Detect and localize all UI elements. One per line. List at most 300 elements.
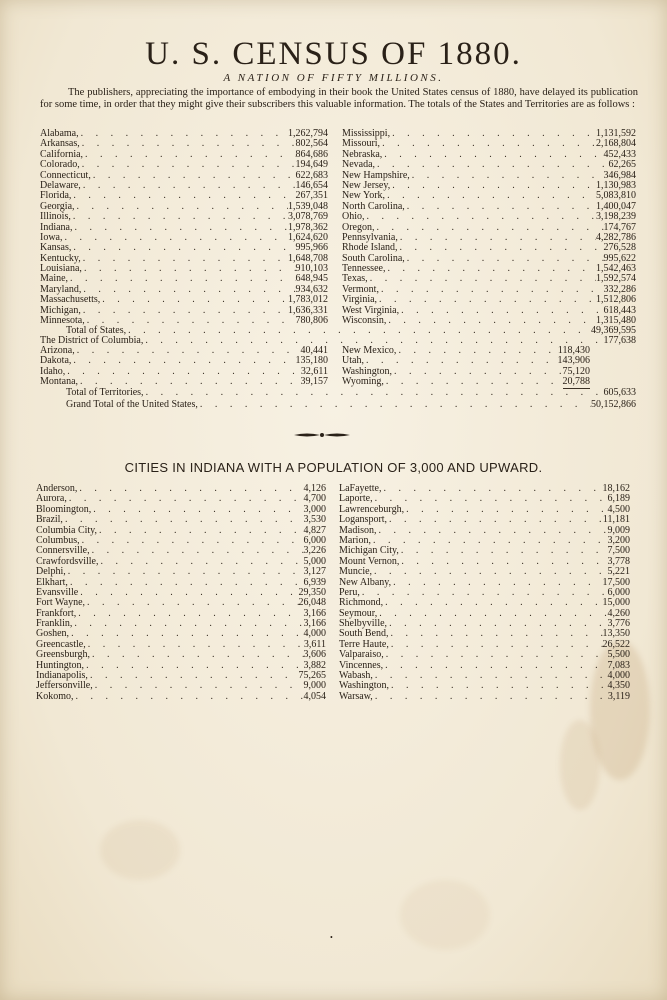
city-row-value: 3,778 — [607, 555, 630, 567]
territory-row-name: Washington, — [342, 365, 393, 377]
leader-dots — [384, 377, 563, 387]
city-row-value: 75,265 — [298, 670, 326, 682]
territory-row-value: 32,611 — [300, 365, 328, 377]
city-row-name: Terre Haute, — [339, 638, 389, 650]
state-row-value: 1,592,574 — [596, 273, 636, 285]
state-row-name: Connecticut, — [40, 169, 91, 181]
state-row — [342, 181, 636, 191]
state-row-value: 1,512,806 — [596, 294, 636, 306]
city-row — [36, 609, 326, 619]
state-row-name: North Carolina, — [342, 200, 405, 212]
city-row-value: 11,181 — [602, 514, 630, 526]
state-row — [342, 129, 636, 139]
leader-dots — [81, 254, 288, 264]
city-row-value: 18,162 — [602, 483, 630, 494]
city-row-name: Columbia City, — [36, 524, 98, 536]
state-row-value: 934,632 — [295, 283, 328, 295]
city-row-name: Shelbyville, — [339, 618, 388, 630]
territory-row-value: 75,120 — [562, 365, 590, 377]
state-row-name: Pennsylvania, — [342, 231, 398, 243]
state-row-name: Missouri, — [342, 138, 381, 150]
leader-dots — [396, 346, 557, 356]
city-row-value: 3,000 — [303, 503, 326, 515]
territories-left-column — [40, 346, 328, 388]
city-row — [339, 484, 630, 494]
leader-dots — [91, 171, 296, 181]
leader-dots — [78, 588, 298, 598]
leader-dots — [72, 619, 303, 629]
leader-dots — [410, 171, 604, 181]
state-row — [40, 139, 328, 149]
leader-dots — [383, 661, 607, 671]
state-row-value: 1,400,047 — [596, 200, 636, 212]
city-row-value: 3,226 — [303, 545, 326, 557]
state-row-name: Wisconsin, — [342, 315, 387, 327]
city-row-name: Greensburgh, — [36, 649, 90, 661]
city-row-value: 26,048 — [298, 597, 326, 609]
state-row-value: 995,622 — [603, 252, 636, 264]
state-row-value: 864,686 — [295, 148, 328, 160]
state-row — [40, 212, 328, 222]
city-row — [339, 692, 630, 702]
state-row-name: South Carolina, — [342, 252, 405, 264]
leader-dots — [69, 629, 303, 639]
city-row-name: Anderson, — [36, 483, 78, 494]
state-row-name: Michigan, — [40, 304, 81, 316]
city-row-name: Muncie, — [339, 566, 373, 578]
state-row-value: 2,168,804 — [596, 138, 636, 150]
city-row — [339, 557, 630, 567]
state-row-value: 332,286 — [603, 283, 636, 295]
state-row — [342, 139, 636, 149]
state-row-name: Iowa, — [40, 231, 63, 243]
leader-dots — [82, 264, 296, 274]
city-row-value: 9,009 — [607, 524, 630, 536]
city-row-value: 4,700 — [303, 493, 326, 505]
territories-right-column — [342, 346, 590, 388]
city-row-value: 4,827 — [303, 524, 326, 536]
total-territories-label: Total of Territories, — [66, 387, 144, 398]
leader-dots — [77, 484, 303, 494]
leader-dots — [390, 129, 596, 139]
city-row-value: 4,260 — [607, 607, 630, 619]
states-right-column — [342, 129, 636, 326]
state-row-value: 802,564 — [295, 138, 328, 150]
territory-row-value: 40,441 — [300, 345, 328, 356]
leader-dots — [392, 367, 562, 377]
state-row-name: Georgia, — [40, 200, 75, 212]
city-row-value: 7,500 — [607, 545, 630, 557]
territory-row — [40, 356, 328, 366]
leader-dots — [373, 692, 608, 702]
territory-row-name: Montana, — [40, 376, 79, 388]
state-row-name: West Virginia, — [342, 304, 400, 316]
city-row-value: 4,500 — [607, 503, 630, 515]
leader-dots — [75, 202, 288, 212]
city-row-name: Marion, — [339, 534, 371, 546]
leader-dots — [85, 598, 298, 608]
city-row-value: 3,776 — [607, 618, 630, 630]
district-label: The District of Columbia, — [40, 335, 144, 346]
state-row — [40, 129, 328, 139]
leader-dots — [375, 160, 608, 170]
city-row-name: LaFayette, — [339, 483, 382, 494]
district-value: 177,638 — [603, 335, 636, 346]
state-row — [40, 191, 328, 201]
state-row-name: Maryland, — [40, 283, 82, 295]
city-row-name: Seymour, — [339, 607, 378, 619]
state-row-value: 910,103 — [295, 263, 328, 275]
total-territories-row — [66, 388, 636, 398]
state-row — [342, 212, 636, 222]
state-row-name: Nevada, — [342, 159, 376, 171]
city-row-value: 3,611 — [303, 638, 326, 650]
leader-dots — [398, 233, 596, 243]
city-row-name: Elkhart, — [36, 576, 68, 588]
leader-dots — [377, 295, 596, 305]
city-row-value: 4,054 — [303, 690, 326, 702]
city-row-name: Warsaw, — [339, 690, 373, 702]
leader-dots — [65, 367, 301, 377]
city-row — [36, 619, 326, 629]
leader-dots — [90, 650, 304, 660]
leader-dots — [390, 181, 596, 191]
city-row-name: Goshen, — [36, 628, 70, 640]
leader-dots — [384, 650, 608, 660]
leader-dots — [71, 356, 295, 366]
state-row-name: Minnesota, — [40, 315, 85, 327]
city-row-value: 6,000 — [303, 534, 326, 546]
state-row-value: 3,198,239 — [596, 211, 636, 223]
city-row-name: Huntington, — [36, 659, 85, 671]
state-row-value: 1,539,048 — [288, 200, 328, 212]
leader-dots — [100, 295, 288, 305]
leader-dots — [387, 515, 603, 525]
leader-dots — [380, 139, 596, 149]
city-row — [36, 567, 326, 577]
city-row — [339, 526, 630, 536]
city-row-name: Evansville — [36, 586, 79, 598]
leader-dots — [364, 356, 558, 366]
leader-dots — [383, 598, 602, 608]
territory-row-value: 143,906 — [557, 355, 590, 367]
city-row-name: Greencastle, — [36, 638, 86, 650]
city-row-name: Valparaiso, — [339, 649, 384, 661]
city-row-name: Indianapolis, — [36, 670, 88, 682]
state-row — [40, 181, 328, 191]
leader-dots — [377, 609, 607, 619]
city-row-name: Crawfordsville, — [36, 555, 99, 567]
state-row — [40, 233, 328, 243]
leader-dots — [71, 212, 288, 222]
state-row-value: 174,767 — [603, 221, 636, 233]
state-row-name: Rhode Island, — [342, 242, 398, 254]
city-row-value: 13,350 — [602, 628, 630, 640]
city-row-name: Columbus, — [36, 534, 80, 546]
city-row-value: 6,939 — [303, 576, 326, 588]
territory-row — [342, 346, 590, 356]
city-row-name: Madison, — [339, 524, 377, 536]
territory-row-value: 20,788 — [562, 376, 590, 388]
territory-row-name: Dakota, — [40, 355, 72, 367]
leader-dots — [404, 505, 607, 515]
leader-dots — [81, 285, 295, 295]
leader-dots — [375, 223, 604, 233]
leader-dots — [405, 202, 596, 212]
state-row-value: 1,978,362 — [288, 221, 328, 233]
leader-dots — [360, 588, 608, 598]
city-row-value: 5,000 — [303, 555, 326, 567]
state-row-name: New Jersey, — [342, 179, 391, 191]
city-row-name: Delphi, — [36, 566, 66, 578]
leader-dots — [389, 681, 607, 691]
state-row-value: 1,783,012 — [288, 294, 328, 306]
state-row-name: Vermont, — [342, 283, 379, 295]
state-row-value: 648,945 — [295, 273, 328, 285]
leader-dots — [68, 578, 304, 588]
state-row-name: Indiana, — [40, 221, 73, 233]
state-row-value: 1,131,592 — [596, 128, 636, 139]
state-row-value: 618,443 — [603, 304, 636, 316]
city-row-name: Mount Vernon, — [339, 555, 400, 567]
state-row-value: 146,654 — [295, 179, 328, 191]
city-row-value: 6,000 — [607, 586, 630, 598]
state-row — [342, 274, 636, 284]
territory-row-name: New Mexico, — [342, 345, 397, 356]
state-row — [40, 150, 328, 160]
state-row-name: California, — [40, 148, 84, 160]
city-row-name: Logansport, — [339, 514, 388, 526]
leader-dots — [75, 346, 301, 356]
leader-dots — [73, 223, 289, 233]
state-row — [40, 264, 328, 274]
state-row-name: Delaware, — [40, 179, 81, 191]
city-row-value: 26,522 — [602, 638, 630, 650]
city-row-name: Jeffersonville, — [36, 680, 93, 692]
state-row-value: 4,282,786 — [596, 231, 636, 243]
state-row — [342, 264, 636, 274]
state-row-value: 5,083,810 — [596, 190, 636, 202]
leader-dots — [381, 484, 602, 494]
state-row-name: New York, — [342, 190, 386, 202]
leader-dots — [76, 609, 303, 619]
leader-dots — [388, 629, 602, 639]
state-row-name: Alabama, — [40, 128, 79, 139]
city-row-value: 4,000 — [303, 628, 326, 640]
city-row-name: Bloomington, — [36, 503, 92, 515]
state-row-value: 62,265 — [608, 159, 636, 171]
page-title: U. S. CENSUS OF 1880. — [145, 36, 522, 72]
city-row-value: 4,126 — [303, 483, 326, 494]
state-row-name: Virginia, — [342, 294, 378, 306]
leader-dots — [399, 306, 603, 316]
state-row-name: New Hampshire, — [342, 169, 410, 181]
city-row — [36, 515, 326, 525]
leader-dots — [63, 233, 289, 243]
city-row-name: Kokomo, — [36, 690, 74, 702]
state-row — [342, 150, 636, 160]
leader-dots — [387, 619, 607, 629]
state-row-name: Nebraska, — [342, 148, 383, 160]
city-row-value: 3,530 — [303, 514, 326, 526]
grand-total-value: 50,152,866 — [591, 399, 636, 410]
city-row-name: Peru, — [339, 586, 360, 598]
territory-row-name: Arizona, — [40, 345, 75, 356]
cities-right-column — [339, 484, 630, 702]
total-states-row — [66, 326, 636, 336]
territory-row — [342, 377, 590, 387]
leader-dots — [80, 160, 296, 170]
leader-dots — [398, 243, 604, 253]
leader-dots — [63, 515, 304, 525]
state-row-value: 995,966 — [295, 242, 328, 254]
city-row — [36, 598, 326, 608]
city-row-value: 29,350 — [298, 586, 326, 598]
leader-dots — [66, 567, 304, 577]
city-row-value: 5,500 — [607, 649, 630, 661]
state-row — [342, 202, 636, 212]
state-row-name: Florida, — [40, 190, 72, 202]
city-row-value: 6,189 — [607, 493, 630, 505]
city-row-name: Lawrenceburgh, — [339, 503, 405, 515]
leader-dots — [377, 526, 608, 536]
leader-dots — [379, 285, 604, 295]
city-row — [36, 692, 326, 702]
state-row-value: 452,433 — [603, 148, 636, 160]
city-row-name: South Bend, — [339, 628, 389, 640]
total-states-value: 49,369,595 — [591, 325, 636, 336]
state-row-value: 346,984 — [603, 169, 636, 181]
leader-dots — [391, 578, 602, 588]
cities-left-column — [36, 484, 326, 702]
state-row-value: 194,649 — [295, 159, 328, 171]
ornament-divider-icon — [292, 429, 352, 441]
city-row-name: Aurora, — [36, 493, 67, 505]
city-row-name: Wabash, — [339, 670, 373, 682]
city-row — [36, 681, 326, 691]
city-row — [339, 515, 630, 525]
state-row-name: Oregon, — [342, 221, 375, 233]
leader-dots — [71, 191, 295, 201]
territory-row — [40, 346, 328, 356]
leader-dots — [399, 557, 607, 567]
leader-dots — [373, 494, 608, 504]
city-row-value: 3,119 — [607, 690, 630, 702]
total-states-label: Total of States, — [66, 325, 127, 336]
state-row-name: Maine, — [40, 273, 69, 285]
leader-dots — [80, 139, 296, 149]
state-row — [342, 306, 636, 316]
state-row-name: Kansas, — [40, 242, 72, 254]
territory-row-name: Wyoming, — [342, 376, 384, 388]
state-row — [40, 202, 328, 212]
state-row-name: Mississippi, — [342, 128, 391, 139]
district-row — [40, 336, 636, 346]
city-row-value: 3,200 — [607, 534, 630, 546]
city-row-value: 4,000 — [607, 670, 630, 682]
state-row — [40, 243, 328, 253]
city-row-name: Fort Wayne, — [36, 597, 86, 609]
city-row — [339, 681, 630, 691]
state-row-name: Tennessee, — [342, 263, 386, 275]
state-row — [40, 295, 328, 305]
city-row — [339, 661, 630, 671]
state-row-value: 1,315,480 — [596, 315, 636, 327]
leader-dots — [97, 526, 303, 536]
leader-dots — [71, 243, 295, 253]
city-row-name: Laporte, — [339, 493, 373, 505]
intro-paragraph: The publishers, appreciating the importance of embodying in their book the United States census of 1880, have delayed its publication for some time, in order that they might give their subscribers this valuable information. The totals of the States and Territories are as follows : — [40, 87, 638, 110]
state-row-value: 1,636,331 — [288, 304, 328, 316]
city-row-name: Frankfort, — [36, 607, 77, 619]
city-row-value: 5,221 — [607, 566, 630, 578]
leader-dots — [365, 212, 597, 222]
state-row-name: Colorado, — [40, 159, 80, 171]
state-row-value: 276,528 — [603, 242, 636, 254]
city-row-value: 7,083 — [607, 659, 630, 671]
territory-row-name: Idaho, — [40, 365, 66, 377]
state-row-value: 1,624,620 — [288, 231, 328, 243]
city-row-name: Brazil, — [36, 514, 63, 526]
city-row — [339, 598, 630, 608]
leader-dots — [405, 254, 604, 264]
leader-dots — [93, 681, 304, 691]
state-row-value: 3,078,769 — [288, 211, 328, 223]
city-row-name: Richmond, — [339, 597, 384, 609]
city-row-value: 17,500 — [602, 576, 630, 588]
city-row — [339, 578, 630, 588]
territory-row-value: 118,430 — [557, 345, 590, 356]
leader-dots — [86, 640, 304, 650]
city-row — [339, 567, 630, 577]
city-row-value: 3,882 — [303, 659, 326, 671]
leader-dots — [81, 181, 296, 191]
state-row-value: 1,542,463 — [596, 263, 636, 275]
state-row-value: 1,648,708 — [288, 252, 328, 264]
state-row — [40, 171, 328, 181]
state-row-value: 267,351 — [295, 190, 328, 202]
leader-dots — [385, 191, 596, 201]
grand-total-row — [66, 400, 636, 410]
city-row-value: 15,000 — [602, 597, 630, 609]
city-row — [36, 484, 326, 494]
leader-dots — [372, 567, 607, 577]
territory-row — [40, 367, 328, 377]
city-row-name: Franklin, — [36, 618, 73, 630]
footer-mark: • — [330, 933, 333, 942]
state-row-value: 780,806 — [295, 315, 328, 327]
city-row-value: 3,166 — [303, 607, 326, 619]
state-row — [40, 254, 328, 264]
state-row-name: Illinois, — [40, 211, 71, 223]
city-row-value: 3,606 — [303, 649, 326, 661]
territory-row — [40, 377, 328, 387]
leader-dots — [67, 494, 304, 504]
city-row-name: New Albany, — [339, 576, 392, 588]
state-row — [40, 160, 328, 170]
city-row-name: Washington, — [339, 680, 390, 692]
city-row — [36, 557, 326, 567]
leader-dots — [385, 264, 596, 274]
territory-row-name: Utah, — [342, 355, 364, 367]
state-row-value: 1,262,794 — [288, 128, 328, 139]
city-row-name: Vincennes, — [339, 659, 384, 671]
total-territories-value: 605,633 — [603, 387, 636, 398]
state-row-name: Louisiana, — [40, 263, 82, 275]
leader-dots — [399, 546, 608, 556]
state-row-name: Massachusetts, — [40, 294, 101, 306]
state-row — [342, 285, 636, 295]
